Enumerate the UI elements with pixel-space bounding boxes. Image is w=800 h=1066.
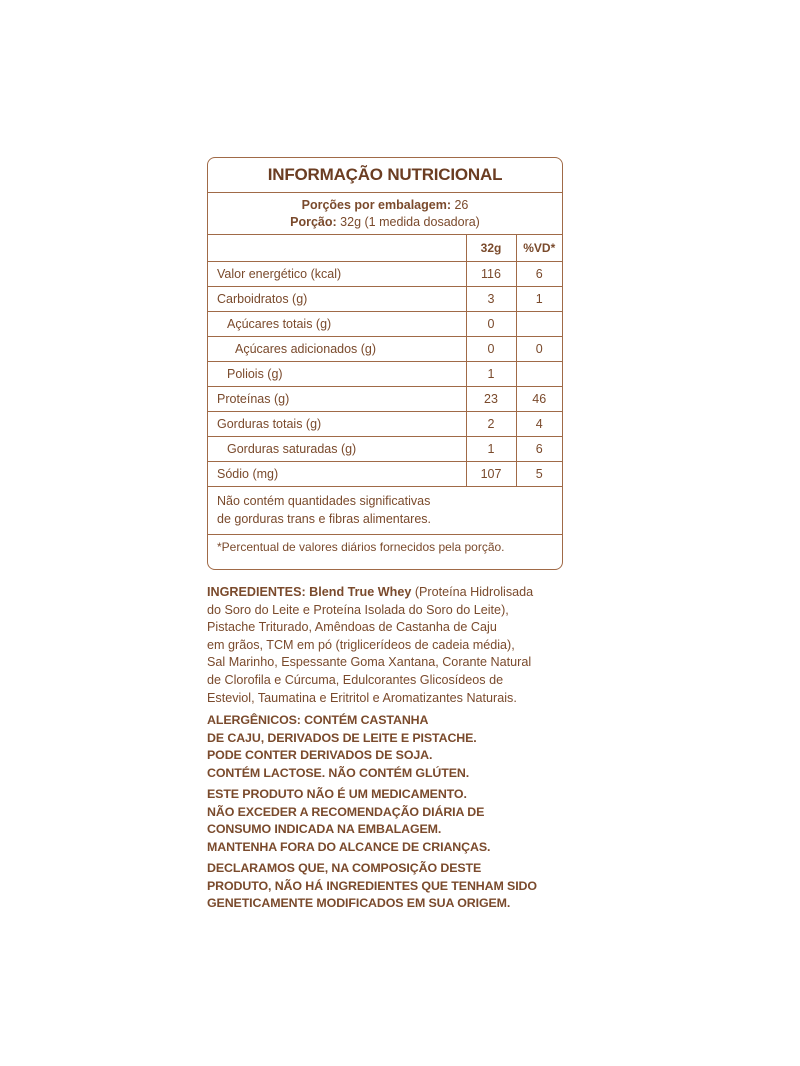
header-daily-value: %VD*	[516, 235, 562, 261]
nutrient-value: 3	[466, 286, 516, 311]
ingredients-text: (Proteína Hidrolisada	[411, 585, 534, 599]
nutrition-table	[208, 235, 562, 487]
ingredients-line: Esteviol, Taumatina e Eritritol e Aromatizantes Naturais.	[207, 690, 517, 705]
warning-line: NÃO EXCEDER A RECOMENDAÇÃO DIÁRIA DE	[207, 804, 485, 819]
nutrient-value: 0	[466, 311, 516, 336]
trans-fat-note	[208, 487, 562, 535]
note-line: de gorduras trans e fibras alimentares.	[217, 511, 431, 526]
nutrient-name: Poliois (g)	[208, 361, 466, 386]
nutrient-value: 107	[466, 461, 516, 486]
allergens-line: PODE CONTER DERIVADOS DE SOJA.	[207, 748, 433, 763]
nutrient-value: 116	[466, 261, 516, 286]
nutrient-vd	[516, 361, 562, 386]
ingredients-line	[207, 584, 567, 602]
warning-line: MANTENHA FORA DO ALCANCE DE CRIANÇAS.	[207, 839, 491, 854]
declaration-line: PRODUTO, NÃO HÁ INGREDIENTES QUE TENHAM SIDO	[207, 878, 537, 893]
nutrient-vd: 46	[516, 386, 562, 411]
daily-value-footnote: *Percentual de valores diários fornecidos pela porção.	[217, 539, 505, 554]
allergens-line: DE CAJU, DERIVADOS DE LEITE E PISTACHE.	[207, 730, 477, 745]
table-header-row	[208, 235, 562, 261]
ingredients-line: Pistache Triturado, Amêndoas de Castanha de Caju	[207, 620, 497, 635]
declaration-line: DECLARAMOS QUE, NA COMPOSIÇÃO DESTE	[207, 861, 482, 875]
table-row	[208, 311, 562, 336]
nutrient-vd: 6	[516, 261, 562, 286]
nutrient-vd: 0	[516, 336, 562, 361]
nutrient-vd	[516, 311, 562, 336]
table-row	[208, 411, 562, 436]
table-row	[208, 386, 562, 411]
warning-line: ESTE PRODUTO NÃO É UM MEDICAMENTO.	[207, 787, 467, 801]
nutrition-facts-panel	[207, 157, 563, 570]
table-row	[208, 361, 562, 386]
table-row	[208, 261, 562, 286]
nutrient-name: Açúcares totais (g)	[208, 311, 466, 336]
nutrient-name: Proteínas (g)	[208, 386, 466, 411]
header-portion: 32g	[466, 235, 516, 261]
nutrient-value: 1	[466, 436, 516, 461]
nutrition-title: INFORMAÇÃO NUTRICIONAL	[208, 158, 562, 193]
ingredients-line: em grãos, TCM em pó (triglicerídeos de cadeia média),	[207, 637, 515, 652]
nutrient-vd: 6	[516, 436, 562, 461]
nutrient-name: Sódio (mg)	[208, 461, 466, 486]
declaration-line: GENETICAMENTE MODIFICADOS EM SUA ORIGEM.	[207, 896, 511, 911]
nutrient-vd: 1	[516, 286, 562, 311]
nutrient-value: 2	[466, 411, 516, 436]
warnings-block	[207, 786, 567, 856]
header-nutrient	[208, 235, 466, 261]
table-row	[208, 461, 562, 486]
portions-per-package	[208, 197, 562, 214]
note-line: Não contém quantidades significativas	[217, 493, 431, 508]
allergens-line: CONTÉM LACTOSE. NÃO CONTÉM GLÚTEN.	[207, 765, 470, 780]
table-row	[208, 336, 562, 361]
nutrient-vd: 5	[516, 461, 562, 486]
portions-per-package-value: 26	[454, 198, 469, 212]
nutrient-name: Gorduras totais (g)	[208, 411, 466, 436]
portion-size-label: Porção:	[290, 215, 337, 229]
nutrient-name: Valor energético (kcal)	[208, 261, 466, 286]
gmo-declaration-block	[207, 860, 567, 913]
allergens-block	[207, 712, 567, 782]
nutrient-name: Açúcares adicionados (g)	[208, 336, 466, 361]
portion-size-value: 32g (1 medida dosadora)	[340, 215, 480, 229]
portions-info	[208, 193, 562, 235]
nutrient-value: 1	[466, 361, 516, 386]
nutrient-vd: 4	[516, 411, 562, 436]
ingredients-line: de Clorofila e Cúrcuma, Edulcorantes Glicosídeos de	[207, 672, 504, 687]
portions-per-package-label: Porções por embalagem:	[301, 198, 451, 212]
nutrient-name: Carboidratos (g)	[208, 286, 466, 311]
nutrient-value: 23	[466, 386, 516, 411]
table-row	[208, 436, 562, 461]
ingredients-label: INGREDIENTES: Blend True Whey	[207, 585, 412, 599]
allergens-line: ALERGÊNICOS: CONTÉM CASTANHA	[207, 713, 429, 727]
nutrient-name: Gorduras saturadas (g)	[208, 436, 466, 461]
ingredients-block	[207, 584, 567, 707]
ingredients-line: do Soro do Leite e Proteína Isolada do Soro do Leite),	[207, 602, 509, 617]
table-row	[208, 286, 562, 311]
nutrient-value: 0	[466, 336, 516, 361]
ingredients-line: Sal Marinho, Espessante Goma Xantana, Corante Natural	[207, 655, 532, 670]
warning-line: CONSUMO INDICADA NA EMBALAGEM.	[207, 822, 442, 837]
portion-size	[208, 214, 562, 231]
